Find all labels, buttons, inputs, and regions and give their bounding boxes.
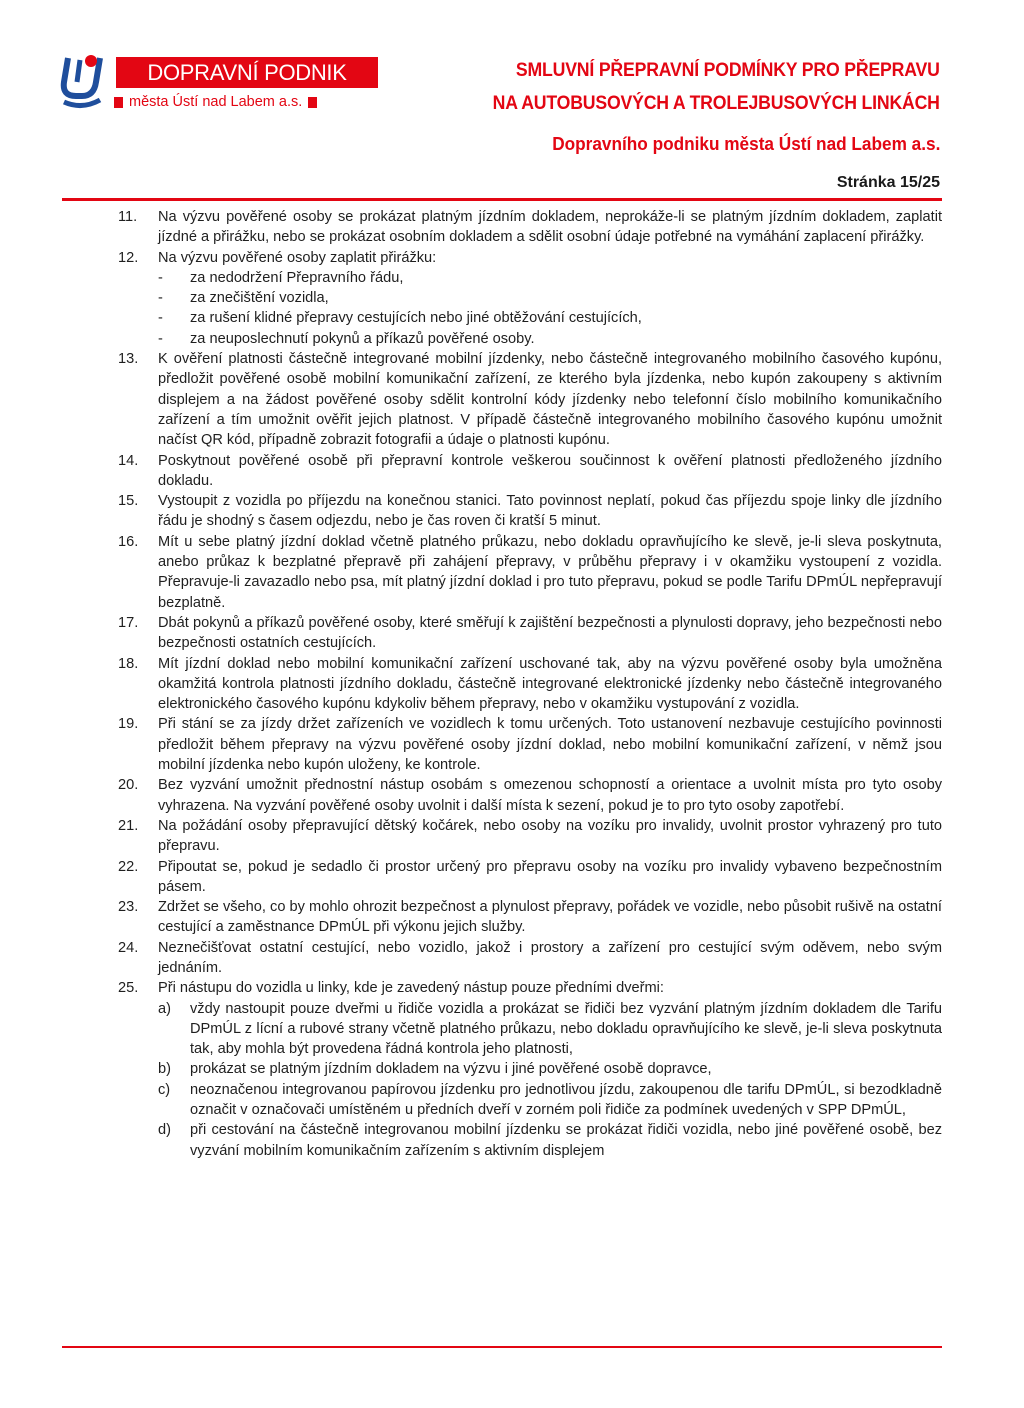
item-body [158,248,942,349]
item-text: Na výzvu pověřené osoby zaplatit přirážku: [158,249,437,266]
list-item [118,248,942,349]
item-text: Zdržet se všeho, co by mohlo ohrozit bezpečnost a plynulost přepravy, pořádek ve vozidle, nebo působit rušivě na ostatní cestující a zaměstnance DPmÚL při výkonu jejich služby. [158,899,942,936]
item-body [158,613,942,654]
item-text: Mít u sebe platný jízdní doklad včetně platného průkazu, nebo dokladu opravňujícího ke slevě, je-li sleva poskytnuta, anebo průkaz k bezplatné přepravě při zahájení přepravy, v průběhu přepravy i v okamžiku vystoupení z vozidla. Přepravuje-li zavazadlo nebo psa, mít platný jízdní doklad i pro tuto přepravu, pokud se podle Tarifu DPmÚL nepřepravují bezplatně. [158,533,942,611]
item-number: 12. [118,249,139,266]
sub-item-letter: c) [158,1081,171,1098]
document-body [118,207,942,1161]
item-body [158,938,942,979]
item-number: 19. [118,716,139,733]
dash-list-item [158,329,942,349]
dash-text: za rušení klidné přepravy cestujících nebo jiné obtěžování cestujících, [190,310,642,327]
sub-item-letter: d) [158,1122,171,1139]
item-number: 11. [118,209,138,225]
list-item [118,978,942,1161]
item-number: 17. [118,614,139,631]
logo-square-icon [114,97,123,108]
document-title-line1: SMLUVNÍ PŘEPRAVNÍ PODMÍNKY PRO PŘEPRAVU [516,60,940,81]
logo-title: DOPRAVNÍ PODNIK [116,57,378,88]
item-body [158,816,942,857]
dash-bullet: - [158,269,163,286]
item-number: 22. [118,858,139,875]
dash-text: za neuposlechnutí pokynů a příkazů pověřené osoby. [190,330,535,347]
logo-square-icon [308,97,317,108]
item-number: 14. [118,452,139,469]
dash-list [158,268,942,349]
sub-item-text: vždy nastoupit pouze dveřmi u řidiče vozidla a prokázat se řidiči bez vyzvání platným jízdním dokladem dle Tarifu DPmÚL z lícní a rubové strany včetně platného průkazu, nebo dokladu opravňujícího ke slevě, je-li sleva poskytnuta tak, aby mohla být provedena řádná kontrola jeho platnosti, [190,1000,942,1058]
item-text: Mít jízdní doklad nebo mobilní komunikační zařízení uschované tak, aby na výzvu pověřené osoby byla umožněna okamžitá kontrola platnosti jízdního dokladu, částečně integrované elektronické jízdenky nebo částečně integrovaného elektronického časového kupónu kdykoliv během přepravy, nebo v okamžiku vystupování z vozidla. [158,655,942,713]
dp-logo-icon [60,52,104,110]
item-number: 13. [118,351,139,368]
dash-list-item [158,268,942,288]
sub-list [158,999,942,1161]
item-text: Při nástupu do vozidla u linky, kde je zavedený nástup pouze předními dveřmi: [158,980,664,997]
dash-text: za znečištění vozidla, [190,290,329,307]
item-body [158,775,942,816]
sub-item-text: neoznačenou integrovanou papírovou jízdenku pro jednotlivou jízdu, zakoupenou dle tarifu DPmÚL, si bezodkladně označit v označovači umístěném u předních dveří v zorném poli řidiče za podmínek uvedených v SPP DPmÚL, [190,1081,942,1119]
list-item [118,349,942,450]
sub-list-item [158,1080,942,1121]
item-text: Dbát pokynů a příkazů pověřené osoby, které směřují k zajištění bezpečnosti a plynulosti dopravy, jeho bezpečnosti nebo bezpečnosti ostatních cestujících. [158,614,942,652]
sub-list-item [158,1059,942,1079]
item-number: 24. [118,939,139,956]
sub-item-letter: a) [158,1000,171,1017]
item-number: 15. [118,493,139,510]
sub-item-text: při cestování na částečně integrovanou mobilní jízdenku se prokázat řidiči vozidla, nebo jiné pověřené osobě, bez vyzvání mobilním komunikačním zařízením s aktivním displejem [190,1122,942,1159]
item-number: 20. [118,777,139,794]
item-text: Na požádání osoby přepravující dětský kočárek, nebo osoby na vozíku pro invalidy, uvolnit prostor vyhrazený pro tuto přepravu. [158,817,942,855]
sub-item-letter: b) [158,1061,171,1078]
item-body [158,654,942,715]
item-body [158,207,942,248]
item-number: 25. [118,980,139,997]
item-body [158,349,942,450]
list-item [118,897,942,938]
item-number: 23. [118,899,139,916]
item-body [158,491,942,532]
item-text: K ověření platnosti částečně integrované mobilní jízdenky, nebo částečně integrovaného mobilního časového kupónu, předložit pověřené osobě mobilní komunikační zařízení, ze kterého byla jízdenka, nebo kupón zakoupeny s aktivním displejem a na žádost pověřené osoby sdělit kontrolní kódy jízdenky nebo telefonní číslo mobilního komunikačního zařízení a tím umožnit ověřit jejich platnost. V případě částečně integrovaného mobilního časového kupónu umožnit načíst QR kód, případně zobrazit fotografii a údaje o platnosti kupónu. [158,351,942,449]
list-item [118,857,942,898]
item-text: Při stání se za jízdy držet zařízeních ve vozidlech k tomu určených. Toto ustanovení nezbavuje cestujícího povinnosti předložit během přepravy na výzvu pověřené osoby jízdní doklad, nebo mobilní komunikační zařízení, v němž jsou mobilní jízdenka nebo kupón uloženy, ke kontrole. [158,716,942,774]
item-body [158,451,942,492]
item-text: Vystoupit z vozidla po příjezdu na konečnou stanici. Tato povinnost neplatí, pokud čas příjezdu spoje linky dle jízdního řádu je shodný s časem odjezdu, nebo je čas roven či kratší 5 minut. [158,493,942,530]
logo-subtitle-text: města Ústí nad Labem a.s. [129,94,303,110]
item-text: Poskytnout pověřené osobě při přepravní kontrole veškerou součinnost k ověření platnosti předloženého jízdního dokladu. [158,452,942,489]
item-body [158,857,942,898]
list-item [118,654,942,715]
list-item [118,451,942,492]
list-item [118,775,942,816]
sub-item-text: prokázat se platným jízdním dokladem na výzvu i jiné pověřené osobě dopravce, [190,1061,712,1078]
sub-list-item [158,1120,942,1161]
dash-bullet: - [158,290,163,307]
item-text: Připoutat se, pokud je sedadlo či prostor určený pro přepravu osoby na vozíku pro invalidy vybaveno bezpečnostním pásem. [158,858,942,895]
document-title-line2: NA AUTOBUSOVÝCH A TROLEJBUSOVÝCH LINKÁCH [492,93,940,114]
company-logo [60,52,347,112]
dash-list-item [158,308,942,328]
dash-bullet: - [158,330,163,347]
list-item [118,938,942,979]
list-item [118,816,942,857]
item-body [158,897,942,938]
footer-divider [62,1346,942,1348]
item-number: 18. [118,655,139,672]
header-divider [62,198,942,201]
dash-text: za nedodržení Přepravního řádu, [190,269,404,286]
list-item [118,714,942,775]
item-body [158,714,942,775]
sub-list-item [158,999,942,1060]
item-text: Neznečišťovat ostatní cestující, nebo vozidlo, jakož i prostory a zařízení pro cestující svým oděvem, nebo svým jednáním. [158,939,942,976]
item-body [158,978,942,1161]
list-item [118,532,942,613]
list-item [118,491,942,532]
item-text: Bez vyzvání umožnit přednostní nástup osobám s omezenou schopností a orientace a uvolnit místa pro tyto osoby vyhrazena. Na vyzvání pověřené osoby uvolnit i další místa k sezení, pokud je to pro tyto osoby zapotřebí. [158,777,942,814]
item-number: 21. [118,817,139,834]
document-title-line3: Dopravního podniku města Ústí nad Labem a.s. [551,133,940,154]
list-item [118,207,942,248]
item-number: 16. [118,533,139,550]
item-body [158,532,942,613]
page-number: Stránka 15/25 [836,174,940,191]
dash-list-item [158,288,942,308]
logo-subtitle [114,93,317,111]
item-text: Na výzvu pověřené osoby se prokázat platným jízdním dokladem, neprokáže-li se platným jízdním dokladem, zaplatit jízdné a přirážku, nebo se prokázat osobním dokladem a sdělit osobní údaje potřebné na vymáhání zaplacení přirážky. [158,209,942,246]
list-item [118,613,942,654]
dash-bullet: - [158,310,163,327]
